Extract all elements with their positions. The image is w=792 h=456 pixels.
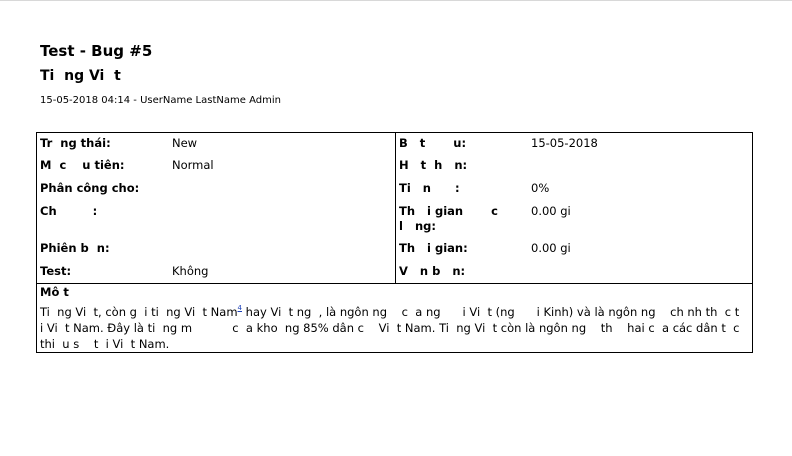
column-divider bbox=[395, 133, 396, 283]
estimated-time-label: Th i gian c l ng: bbox=[399, 204, 498, 233]
priority-value: Normal bbox=[172, 158, 214, 172]
version-label: Phiên b n: bbox=[40, 241, 110, 255]
start-date-label: B t u: bbox=[399, 136, 467, 150]
status-value: New bbox=[172, 136, 198, 150]
due-date-label: H t h n: bbox=[399, 158, 468, 172]
issue-details-table bbox=[36, 132, 753, 353]
progress-label: Ti n : bbox=[399, 181, 460, 195]
footnote-link[interactable]: 4 bbox=[237, 304, 242, 312]
page-title: Test - Bug #5 bbox=[40, 42, 153, 60]
author-meta: 15-05-2018 04:14 - UserName LastName Admin bbox=[40, 95, 281, 106]
status-label: Tr ng thái: bbox=[40, 136, 111, 150]
top-divider bbox=[0, 0, 792, 1]
description-part2: hay Vi t ng , là ngôn ng c a ng i Vi t (ng i Kinh) và là ngôn ng ch nh th c t i Vi t Nam. Đây là ti ng m c a kho ng 85% dân c Vi t Nam. Ti ng Vi t còn là ngôn ng th hai c a các dân t c thi u s t i Vi t Nam. bbox=[40, 305, 747, 351]
text-field-label: V n b n: bbox=[399, 264, 466, 278]
row-divider bbox=[37, 283, 752, 284]
page-subtitle: Ti ng Vi t bbox=[40, 68, 121, 84]
category-label: Ch : bbox=[40, 204, 98, 218]
estimated-time-value: 0.00 gi bbox=[531, 204, 571, 218]
spent-time-label: Th i gian: bbox=[399, 241, 468, 255]
description-label: Mô t bbox=[40, 285, 69, 299]
test-label: Test: bbox=[40, 264, 72, 278]
spent-time-value: 0.00 gi bbox=[531, 241, 571, 255]
assignee-label: Phân công cho: bbox=[40, 181, 140, 195]
start-date-value: 15-05-2018 bbox=[531, 136, 598, 150]
description-text bbox=[40, 304, 746, 352]
test-value: Không bbox=[172, 264, 209, 278]
priority-label: M c u tiên: bbox=[40, 158, 125, 172]
description-part1: Ti ng Vi t, còn g i ti ng Vi t Nam bbox=[40, 305, 238, 319]
progress-value: 0% bbox=[531, 181, 550, 195]
